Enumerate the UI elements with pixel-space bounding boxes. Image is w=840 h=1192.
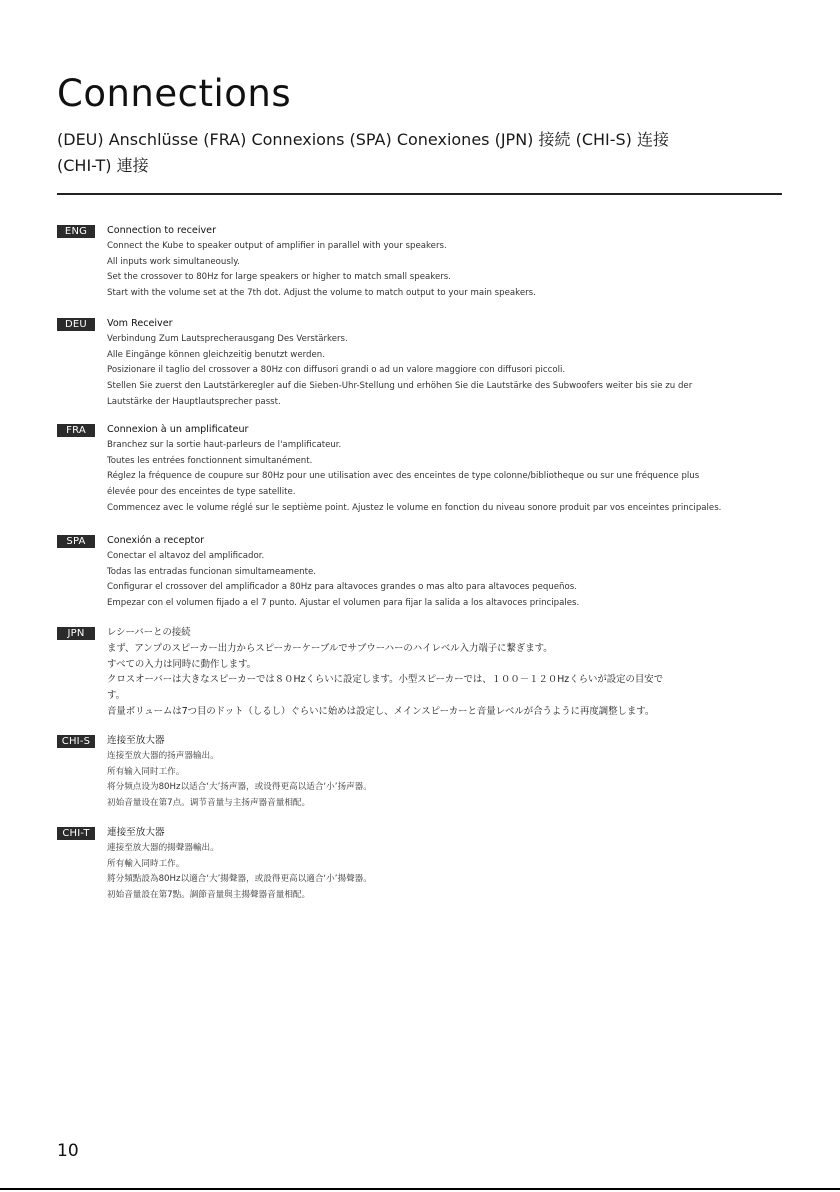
- section-body-chi-t: [107, 825, 787, 904]
- section-line: élevée pour des enceintes de type satellite.: [107, 487, 296, 498]
- languages-line-2: (CHI-T) 連接: [57, 156, 149, 175]
- section-line: Todas las entradas funcionan simultameamente.: [107, 566, 316, 577]
- section-line: まず、アンプのスピーカー出力からスピーカーケーブルでサブウーハーのハイレベル入力端子に繋ぎます。: [107, 642, 553, 654]
- section-line: 初始音量设在第7点。调节音量与主扬声器音量相配。: [107, 798, 311, 809]
- section-line: 初始音量設在第7點。調節音量與主揚聲器音量相配。: [107, 890, 311, 901]
- section-heading: レシーバーとの接続: [107, 627, 191, 638]
- section-line: クロスオーバーは大きなスピーカーでは８０Hzくらいに設定します。小型スピーカーでは、１００－１２０Hzくらいが設定の目安で: [107, 674, 663, 686]
- language-badge-chi-s: CHI-S: [57, 735, 95, 748]
- section-heading: 连接至放大器: [107, 735, 165, 746]
- languages-line-1: (DEU) Anschlüsse (FRA) Connexions (SPA) Conexiones (JPN) 接続 (CHI-S) 连接: [57, 130, 670, 149]
- section-line: Conectar el altavoz del amplificador.: [107, 550, 265, 561]
- section-line: Alle Eingänge können gleichzeitig benutzt werden.: [107, 349, 325, 360]
- section-body-fra: [107, 422, 787, 517]
- title-divider: [57, 193, 782, 195]
- section-line: す。: [107, 690, 125, 702]
- page-number: 10: [57, 1141, 79, 1161]
- section-line: Verbindung Zum Lautsprecherausgang Des Verstärkers.: [107, 333, 348, 344]
- section-heading: Connexion à un amplificateur: [107, 424, 249, 435]
- section-line: Réglez la fréquence de coupure sur 80Hz pour une utilisation avec des enceintes de type colonne/bibliotheque ou sur une fréquence plus: [107, 471, 700, 482]
- section-line: 连接至放大器的扬声器输出。: [107, 750, 219, 761]
- page-title: Connections: [57, 72, 292, 115]
- section-line: Connect the Kube to speaker output of amplifier in parallel with your speakers.: [107, 240, 447, 251]
- section-line: すべての入力は同時に動作します。: [107, 658, 257, 670]
- section-line: Posizionare il taglio del crossover a 80Hz con diffusori grandi o ad un valore maggiore con diffusori piccoli.: [107, 365, 566, 376]
- language-badge-deu: DEU: [57, 318, 95, 331]
- section-line: All inputs work simultaneously.: [107, 256, 240, 267]
- section-line: Start with the volume set at the 7th dot. Adjust the volume to match output to your main speakers.: [107, 288, 536, 299]
- section-body-spa: [107, 533, 787, 612]
- section-line: 所有输入同时工作。: [107, 766, 185, 777]
- section-line: 所有輸入同時工作。: [107, 858, 185, 869]
- language-badge-fra: FRA: [57, 424, 95, 437]
- section-heading: Conexión a receptor: [107, 535, 205, 546]
- language-badge-spa: SPA: [57, 535, 95, 548]
- section-heading: Vom Receiver: [107, 318, 173, 329]
- section-line: 将分频点设为80Hz以适合‘大’扬声器，或设得更高以适合‘小’扬声器。: [107, 782, 372, 793]
- section-line: 音量ボリュームは7つ目のドット（しるし）ぐらいに始めは設定し、メインスピーカーと音量レベルが合うように再度調整します。: [107, 705, 655, 717]
- section-line: Lautstärke der Hauptlautsprecher passt.: [107, 396, 281, 407]
- section-line: Empezar con el volumen fijado a el 7 punto. Ajustar el volumen para fijar la salida a los altavoces principales.: [107, 598, 580, 609]
- section-heading: 連接至放大器: [107, 827, 165, 838]
- language-badge-eng: ENG: [57, 225, 95, 238]
- section-line: Commencez avec le volume réglé sur le septième point. Ajustez le volume en fonction du niveau sonore produit par vos enceintes principales.: [107, 502, 722, 513]
- section-heading: Connection to receiver: [107, 225, 217, 236]
- section-line: Stellen Sie zuerst den Lautstärkeregler auf die Sieben-Uhr-Stellung und erhöhen Sie die Lautstärke des Subwoofers weiter bis sie zu der: [107, 381, 693, 392]
- section-body-eng: [107, 223, 787, 302]
- section-body-chi-s: [107, 733, 787, 812]
- section-line: 連接至放大器的揚聲器輸出。: [107, 842, 219, 853]
- language-badge-chi-t: CHI-T: [57, 827, 95, 840]
- section-body-deu: [107, 316, 787, 411]
- section-line: Toutes les entrées fonctionnent simultanément.: [107, 455, 313, 466]
- section-body-jpn: [107, 625, 787, 720]
- bottom-rule: [0, 1188, 840, 1190]
- section-line: Configurar el crossover del amplificador a 80Hz para altavoces grandes o mas alto para altavoces pequeños.: [107, 582, 577, 593]
- section-line: Set the crossover to 80Hz for large speakers or higher to match small speakers.: [107, 272, 451, 283]
- section-line: 將分頻點設為80Hz以適合‘大’揚聲器，或設得更高以適合‘小’揚聲器。: [107, 874, 372, 885]
- language-badge-jpn: JPN: [57, 627, 95, 640]
- section-line: Branchez sur la sortie haut-parleurs de l'amplificateur.: [107, 439, 342, 450]
